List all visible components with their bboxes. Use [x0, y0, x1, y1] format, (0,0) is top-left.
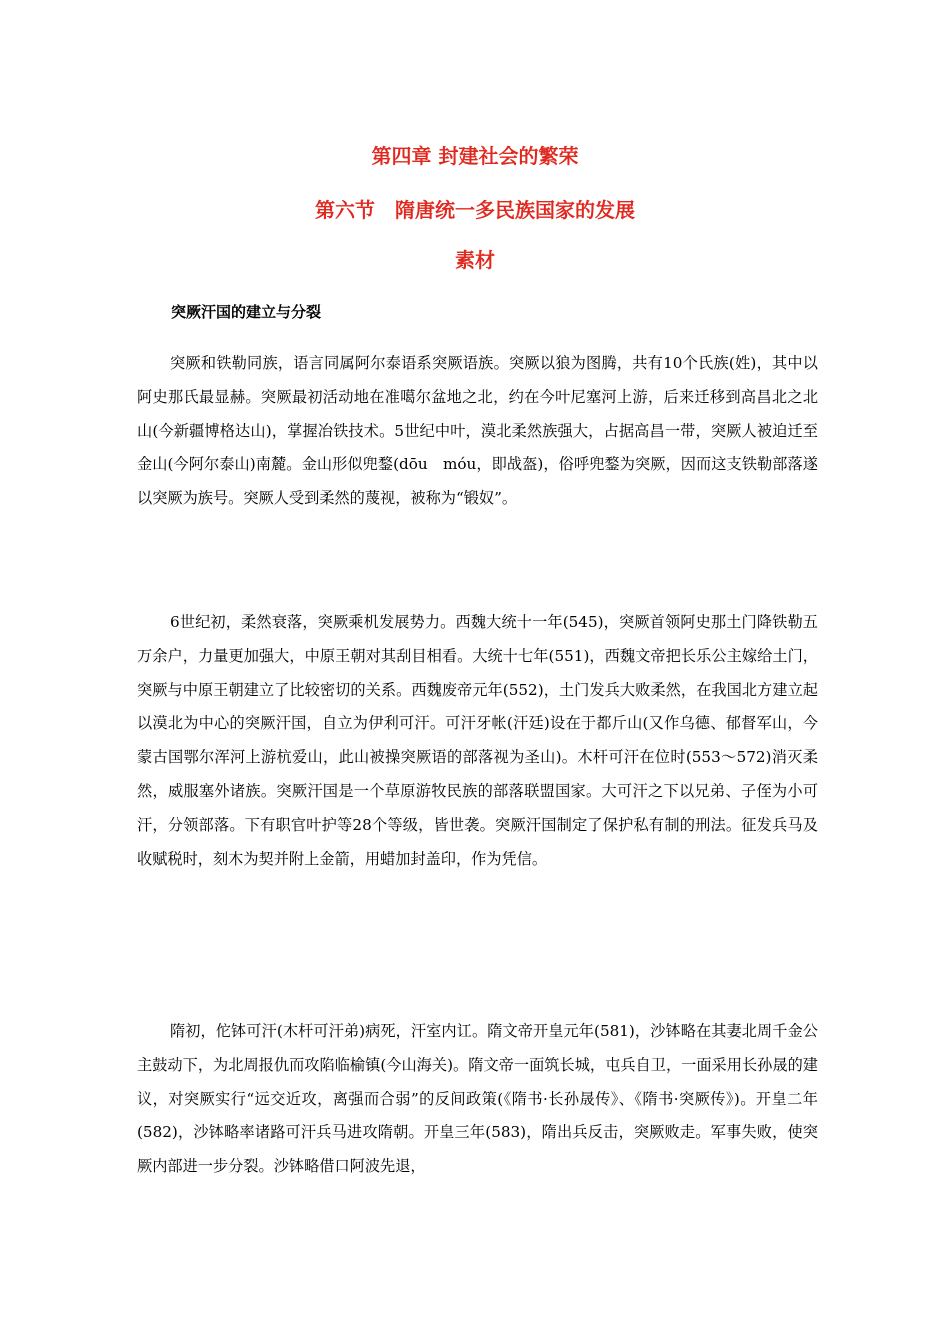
- paragraph: 突厥和铁勒同族，语言同属阿尔泰语系突厥语族。突厥以狼为图腾，共有10个氏族(姓)，其中以阿史那氏最显赫。突厥最初活动地在准噶尔盆地之北，约在今叶尼塞河上游，后来迁移到高昌北之北山(今新疆博格达山)，掌握冶铁技术。5世纪中叶，漠北柔然族强大，占据高昌一带，突厥人被迫迁至金山(今阿尔泰山)南麓。金山形似兜鍪(dōu móu，即战盔)，俗呼兜鍪为突厥，因而这支铁勒部落遂以突厥为族号。突厥人受到柔然的蔑视，被称为“锻奴”。: [137, 354, 818, 508]
- paragraph: 隋初，佗钵可汗(木杆可汗弟)病死，汗室内讧。隋文帝开皇元年(581)，沙钵略在其妻北周千金公主鼓动下，为北周报仇而攻陷临榆镇(今山海关)。隋文帝一面筑长城，屯兵自卫，一面采用长孙晟的建议，对突厥实行“远交近攻，离强而合弱”的反间政策(《隋书·长孙晟传》、《隋书·突厥传》)。开皇二年(582)，沙钵略率诸路可汗兵马进攻隋朝。开皇三年(583)，隋出兵反击，突厥败走。军事失败，使突厥内部进一步分裂。沙钵略借口阿波先退，: [137, 1022, 818, 1176]
- subheading: 突厥汗国的建立与分裂: [171, 303, 322, 321]
- chapter-title: 第四章 封建社会的繁荣: [371, 144, 579, 168]
- paragraph: 6世纪初，柔然衰落，突厥乘机发展势力。西魏大统十一年(545)，突厥首领阿史那土门降铁勒五万余户，力量更加强大，中原王朝对其刮目相看。大统十七年(551)，西魏文帝把长乐公主嫁给土门，突厥与中原王朝建立了比较密切的关系。西魏废帝元年(552)，土门发兵大败柔然，在我国北方建立起以漠北为中心的突厥汗国，自立为伊利可汗。可汗牙帐(汗廷)设在于都斤山(又作乌德、郁督军山，今蒙古国鄂尔浑河上游杭爱山，此山被操突厥语的部落视为圣山)。木杆可汗在位时(553～572)消灭柔然，威服塞外诸族。突厥汗国是一个草原游牧民族的部落联盟国家。大可汗之下以兄弟、子侄为小可汗，分领部落。下有职官叶护等28个等级，皆世袭。突厥汗国制定了保护私有制的刑法。征发兵马及收赋税时，刻木为契并附上金箭，用蜡加封盖印，作为凭信。: [137, 613, 818, 868]
- section-title: 第六节 隋唐统一多民族国家的发展: [315, 198, 635, 222]
- material-title: 素材: [455, 248, 495, 272]
